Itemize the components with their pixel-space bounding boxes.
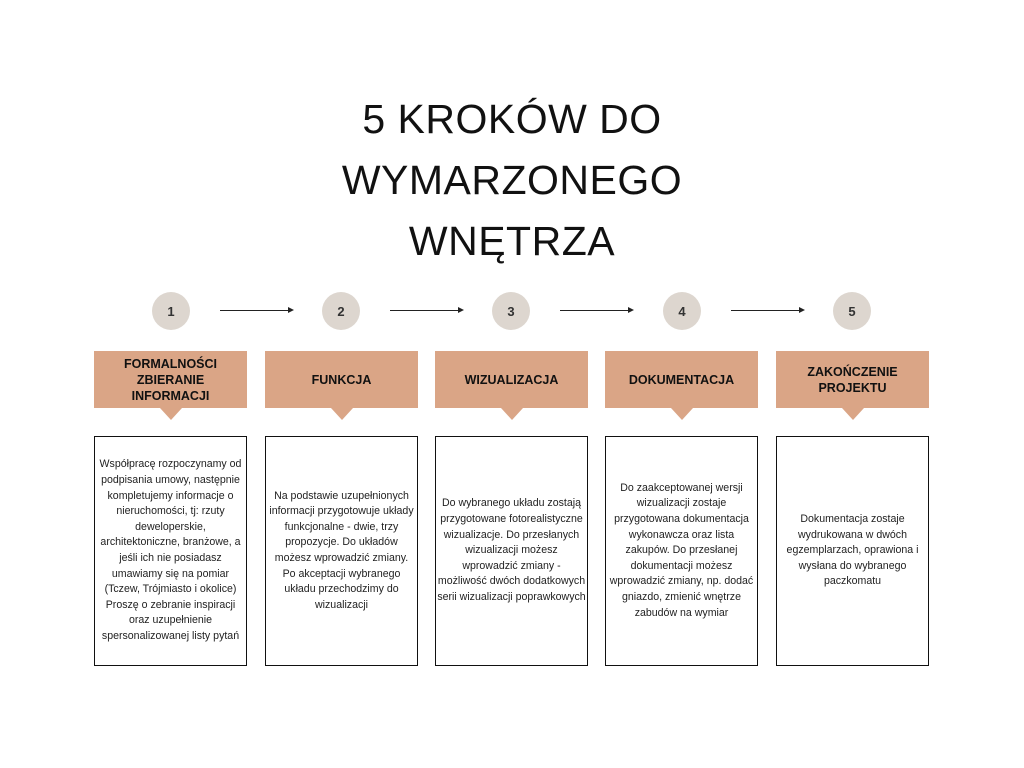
step-label-3 [435,351,588,408]
pointer-down-icon [331,408,353,420]
step-label-text: FORMALNOŚCI ZBIERANIE INFORMACJI [123,356,218,403]
arrow-right-icon [799,307,805,313]
step-description-3 [435,436,588,666]
step-description-text: Na podstawie uzupełnionych informacji przygotowuje układy funkcjonalne - dwie, trzy propozycje. Do układów możesz wprowadzić zmiany. Po akceptacji wybranego układu przechodzimy do wizualizacji [269,489,414,611]
step-number-1: 1 [152,292,190,330]
pointer-down-icon [842,408,864,420]
arrow-2-to-3 [390,310,464,312]
step-label-4 [605,351,758,408]
step-label-5 [776,351,929,408]
pointer-down-icon [501,408,523,420]
arrow-4-to-5 [731,310,805,312]
pointer-down-icon [160,408,182,420]
step-description-1 [94,436,247,666]
pointer-down-icon [671,408,693,420]
title-line-1: 5 KROKÓW DO [362,96,662,142]
step-description-text: Współpracę rozpoczynamy od podpisania umowy, następnie kompletujemy informacje o nieruchomości, tj: rzuty deweloperskie, architektoniczne, branżowe, a jeśli ich nie posiadasz umawiamy się na pomiar (Tczew, Trójmiasto i okolice) Proszę o zebranie inspiracji oraz uzupełnienie spersonalizowanej listy pytań [99,458,242,642]
step-description-text: Do wybranego układu zostają przygotowane fotorealistyczne wizualizacje. Do przesłanych wizualizacji możesz wprowadzić zmiany - możliwość dwóch dodatkowych serii wizualizacji poprawkowych [437,497,586,603]
arrow-right-icon [628,307,634,313]
step-description-text: Do zaakceptowanej wersji wizualizacji zostaje przygotowana dokumentacja wykonawcza oraz lista zakupów. Do przesłanej dokumentacji możesz wprowadzić zmiany, np. dodać gniazdo, zmienić wnętrze zabudów na wymiar [609,481,754,619]
step-number-3: 3 [492,292,530,330]
arrow-3-to-4 [560,310,634,312]
step-label-2 [265,351,418,408]
step-label-text: WIZUALIZACJA [464,372,559,387]
title-line-2: WYMARZONEGO [341,157,683,203]
step-description-2 [265,436,418,666]
step-label-text: FUNKCJA [311,372,372,387]
step-label-1 [94,351,247,408]
arrow-1-to-2 [220,310,294,312]
step-label-text: ZAKOŃCZENIE PROJEKTU [807,364,898,395]
title-line-3: WNĘTRZA [408,218,616,264]
step-description-4 [605,436,758,666]
step-number-5: 5 [833,292,871,330]
arrow-right-icon [288,307,294,313]
step-description-text: Dokumentacja zostaje wydrukowana w dwóch egzemplarzach, oprawiona i wysłana do wybranego paczkomatu [786,513,919,588]
step-number-2: 2 [322,292,360,330]
step-number-4: 4 [663,292,701,330]
step-label-text: DOKUMENTACJA [628,372,735,387]
arrow-right-icon [458,307,464,313]
diagram-title [262,89,762,272]
step-description-5 [776,436,929,666]
